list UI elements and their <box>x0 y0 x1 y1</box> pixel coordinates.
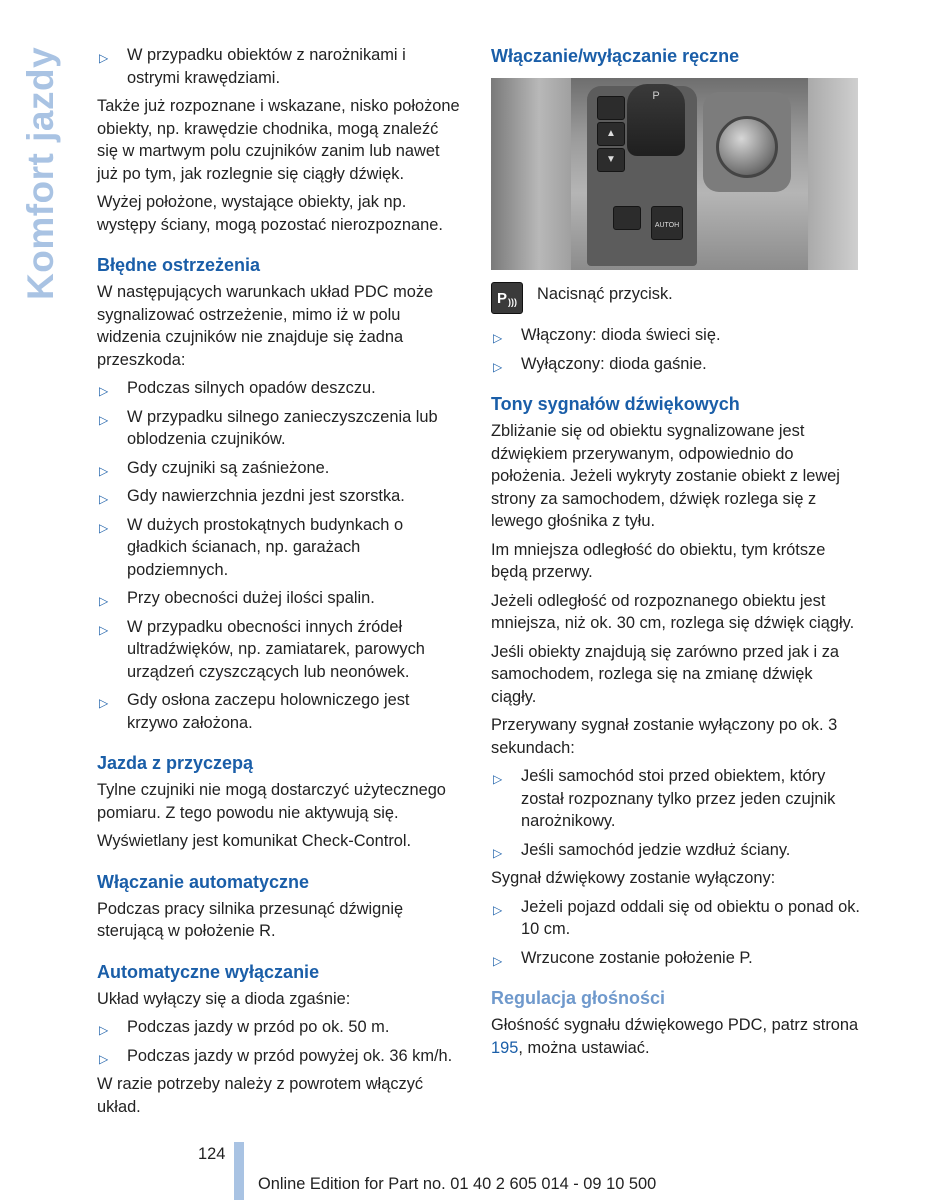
photo-gear-lever: P <box>627 84 685 156</box>
section-heading-manual: Włączanie/wyłączanie ręczne <box>491 46 740 66</box>
paragraph: Tylne czujniki nie mogą dostarczyć użytecznego pomiaru. Z tego powodu nie aktywują się. <box>97 781 446 822</box>
side-chapter-title: Komfort jazdy <box>20 46 61 300</box>
paragraph: Im mniejsza odległość do obiektu, tym krótsze będą przerwy. <box>491 540 826 581</box>
list-item: ▷ Przy obecności dużej ilości spalin. <box>97 587 462 610</box>
section-heading-false-warnings: Błędne ostrzeżenia <box>97 255 261 275</box>
paragraph: W następujących warunkach układ PDC może sygnalizować ostrzeżenie, mimo iż w polu widzenia czujników nie znajduje się żadna przeszkoda: <box>97 283 434 369</box>
triangle-bullet-icon: ▷ <box>493 772 503 786</box>
corner-objects-list <box>97 44 462 89</box>
section-heading-auto-off: Automatyczne wyłączanie <box>97 961 320 982</box>
pdc-button-icon: P ))) <box>491 282 523 314</box>
paragraph: Przerywany sygnał zostanie wyłączony po ok. 3 sekundach: <box>491 716 838 757</box>
triangle-bullet-icon: ▷ <box>493 331 503 345</box>
photo-panel-right <box>808 78 858 270</box>
photo-panel-left <box>491 78 571 270</box>
list-item: ▷ Podczas jazdy w przód po ok. 50 m. <box>97 1016 462 1039</box>
list-item: ▷ W przypadku obiektów z narożnikami i ostrymi krawędziami. <box>99 46 406 87</box>
paragraph: Także już rozpoznane i wskazane, nisko położone obiekty, np. krawędzie chodnika, mogą znaleźć się w martwym polu czujników zanim lub nawet już po tym, jak rozlegnie się ciągły dźwięk. <box>97 97 460 183</box>
list-item: ▷ Wrzucone zostanie położenie P. <box>491 947 861 970</box>
photo-button <box>597 96 625 120</box>
triangle-bullet-icon: ▷ <box>493 845 503 860</box>
paragraph: Jeśli obiekty znajdują się zarówno przed jak i za samochodem, rozlega się na zmianę dźwięk ciągły. <box>491 642 840 706</box>
triangle-bullet-icon: ▷ <box>99 1023 109 1037</box>
pdc-button-instruction <box>491 282 861 314</box>
list-item: ▷ Gdy nawierzchnia jezdni jest szorstka. <box>97 485 462 508</box>
paragraph: Sygnał dźwiękowy zostanie wyłączony: <box>491 869 776 887</box>
list-item: ▷ Włączony: dioda świeci się. <box>491 324 861 347</box>
list-item: ▷ W przypadku silnego zanieczyszczenia lub oblodzenia czujników. <box>99 407 438 448</box>
list-item: ▷ W przypadku obecności innych źródeł ultradźwięków, np. zamiatarek, parowych urządzeń czyszczących lub neonówek. <box>99 617 425 681</box>
list-item: ▷ Podczas jazdy w przód powyżej ok. 36 km/h. <box>97 1045 462 1068</box>
triangle-bullet-icon: ▷ <box>99 520 109 535</box>
section-heading-auto-on: Włączanie automatyczne <box>97 871 310 892</box>
section-heading-tones: Tony sygnałów dźwiękowych <box>491 394 740 414</box>
photo-controller-knob <box>716 116 778 178</box>
paragraph: Głośność sygnału dźwiękowego PDC, patrz strona 195, można ustawiać. <box>491 1016 859 1057</box>
paragraph: Wyżej położone, wystające obiekty, jak np. występy ściany, mogą pozostać nierozpoznane. <box>97 193 443 234</box>
center-console-photo <box>491 78 858 270</box>
photo-button <box>613 206 641 230</box>
photo-button: ▲ <box>597 122 625 146</box>
page-number: 124 <box>198 1145 226 1163</box>
triangle-bullet-icon: ▷ <box>99 463 109 478</box>
paragraph: Wyświetlany jest komunikat Check-Control. <box>97 832 412 850</box>
paragraph: Jeżeli odległość od rozpoznanego obiektu jest mniejsza, niż ok. 30 cm, rozlega się dźwięk ciągły. <box>491 591 855 632</box>
footer-edition-text: Online Edition for Part no. 01 40 2 605 014 - 09 10 500 <box>258 1175 657 1193</box>
triangle-bullet-icon: ▷ <box>99 594 109 608</box>
list-item: ▷ Jeżeli pojazd oddali się od obiektu o ponad ok. 10 cm. <box>493 897 860 938</box>
paragraph: Układ wyłączy się a dioda zgaśnie: <box>97 989 351 1008</box>
triangle-bullet-icon: ▷ <box>99 384 109 398</box>
list-item: ▷ Jeśli samochód jedzie wzdłuż ściany. <box>491 839 861 862</box>
triangle-bullet-icon: ▷ <box>493 359 503 374</box>
triangle-bullet-icon: ▷ <box>493 902 503 917</box>
led-status-list <box>491 324 861 375</box>
triangle-bullet-icon: ▷ <box>99 51 109 65</box>
page-reference-link[interactable]: 195 <box>491 1038 519 1057</box>
photo-auto-button: AUTOH <box>651 206 683 240</box>
auto-off-list <box>97 1016 462 1067</box>
instruction-text: Nacisnąć przycisk. <box>537 285 673 303</box>
list-item: ▷ Jeśli samochód stoi przed obiektem, który został rozpoznany tylko przez jeden czujnik narożnikowy. <box>493 767 836 830</box>
right-column <box>491 44 861 1065</box>
paragraph: W razie potrzeby należy z powrotem włączyć układ. <box>97 1075 424 1116</box>
section-heading-volume: Regulacja głośności <box>491 988 666 1008</box>
tone-off-conditions-list <box>491 765 861 861</box>
triangle-bullet-icon: ▷ <box>99 412 109 427</box>
triangle-bullet-icon: ▷ <box>99 622 109 637</box>
paragraph: Podczas pracy silnika przesunąć dźwignię sterującą w położenie R. <box>97 899 404 940</box>
tone-disabled-list <box>491 896 861 970</box>
list-item: ▷ W dużych prostokątnych budynkach o gładkich ścianach, np. garażach podziemnych. <box>99 515 404 579</box>
list-item: ▷ Gdy osłona zaczepu holowniczego jest krzywo założona. <box>99 691 410 732</box>
list-item: ▷ Gdy czujniki są zaśnieżone. <box>97 457 462 480</box>
triangle-bullet-icon: ▷ <box>99 696 109 710</box>
false-warnings-list <box>97 377 462 734</box>
triangle-bullet-icon: ▷ <box>99 492 109 506</box>
section-heading-trailer: Jazda z przyczepą <box>97 753 254 773</box>
left-column <box>97 44 462 1124</box>
list-item: ▷ Podczas silnych opadów deszczu. <box>97 377 462 400</box>
paragraph: Zbliżanie się od obiektu sygnalizowane jest dźwiękiem przerywanym, odpowiednio do położenia. Jeżeli wykryty zostanie obiekt z lewej strony za samochodem, dźwięk rozlega się z lewego głośnika z tyłu. <box>491 422 840 530</box>
photo-button: ▼ <box>597 148 625 172</box>
triangle-bullet-icon: ▷ <box>493 953 503 968</box>
triangle-bullet-icon: ▷ <box>99 1051 109 1066</box>
list-item: ▷ Wyłączony: dioda gaśnie. <box>491 353 861 376</box>
footer-accent-bar <box>234 1142 244 1200</box>
